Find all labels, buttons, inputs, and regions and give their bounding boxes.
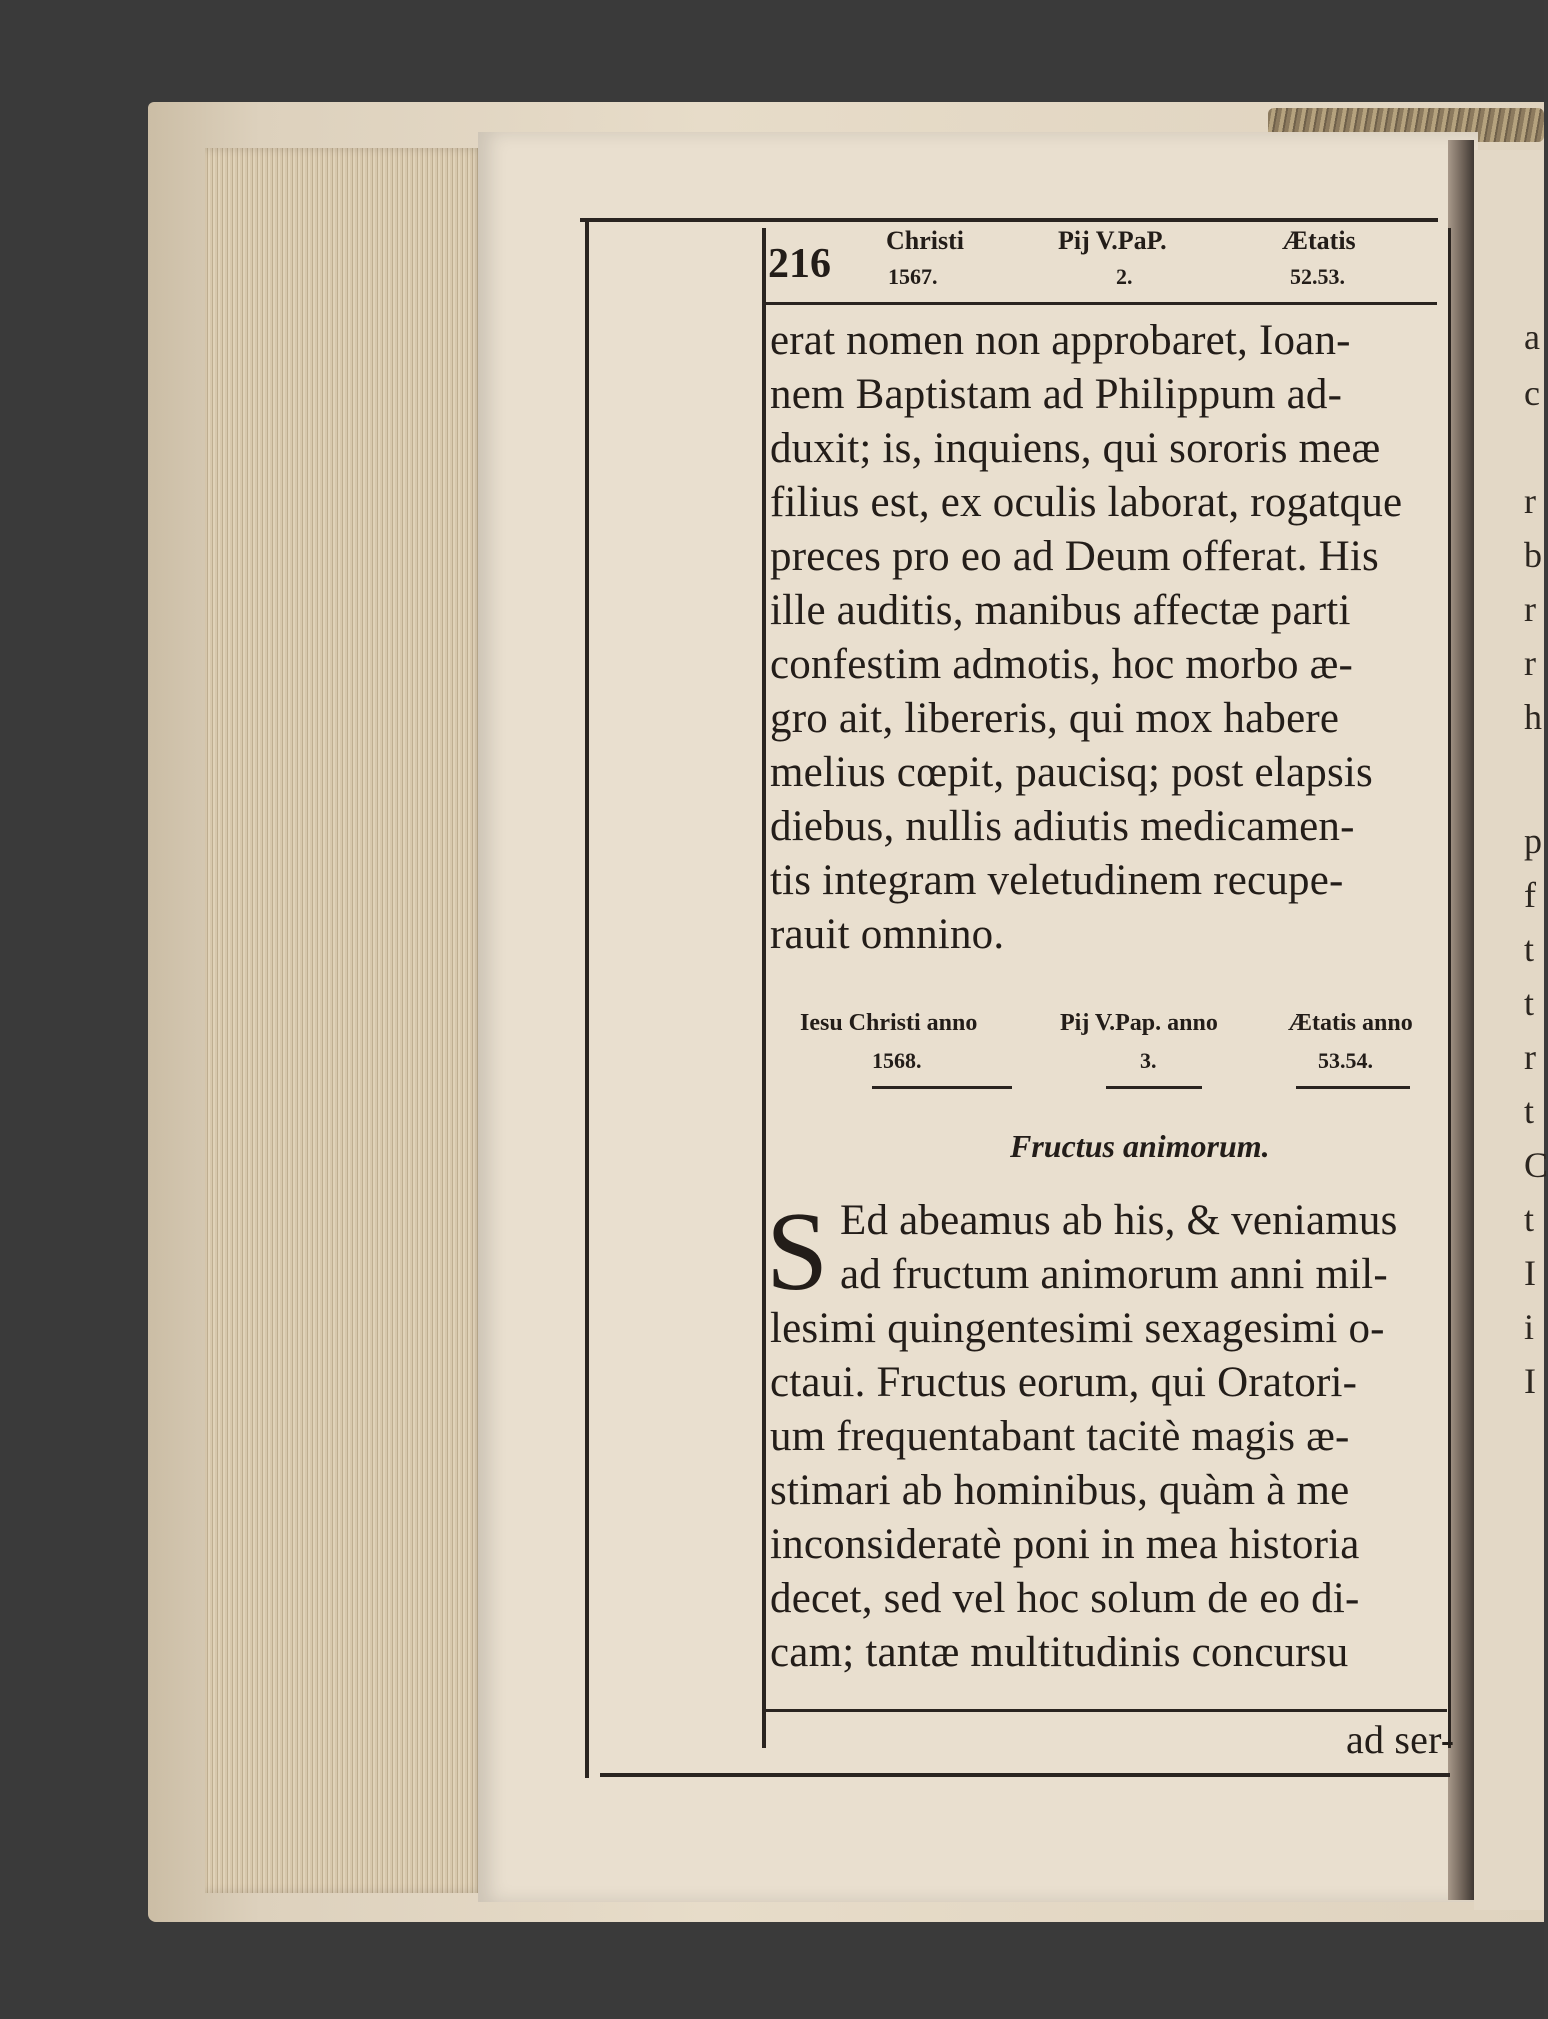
header-christi-label: Christi	[886, 226, 964, 255]
section-line-2: ad fructum animorum anni mil-	[840, 1251, 1388, 1298]
subheader-aetatis-value: 53.54.	[1318, 1048, 1373, 1073]
frame-bottom	[600, 1773, 1450, 1777]
body-line-9: melius cœpit, paucisq; post elapsis	[770, 749, 1373, 796]
section-line-3: lesimi quingentesimi sexagesimi o-	[770, 1305, 1385, 1352]
facing-letter: r	[1524, 643, 1536, 683]
header-rule	[765, 302, 1437, 305]
frame-top	[580, 218, 1438, 222]
page-edges	[205, 148, 485, 1893]
section-line-8: decet, sed vel hoc solum de eo di-	[770, 1575, 1360, 1622]
facing-letter: t	[1524, 983, 1535, 1023]
facing-letter: t	[1524, 929, 1535, 969]
facing-letter: r	[1524, 589, 1536, 629]
facing-letter: b	[1524, 535, 1542, 575]
header-pope-value: 2.	[1116, 264, 1133, 289]
section-line-5: um frequentabant tacitè magis æ-	[770, 1413, 1350, 1460]
facing-letter: r	[1524, 481, 1536, 521]
facing-letter: t	[1524, 1199, 1535, 1239]
facing-letter: a	[1524, 317, 1540, 357]
facing-letter: f	[1524, 875, 1536, 915]
page-number: 216	[768, 241, 831, 287]
subheader-rule-3	[1296, 1086, 1410, 1089]
subheader-pope-value: 3.	[1140, 1048, 1157, 1073]
section-line-4: ctaui. Fructus eorum, qui Oratori-	[770, 1359, 1358, 1406]
body-line-2: nem Baptistam ad Philippum ad-	[770, 371, 1343, 418]
body-line-12: rauit omnino.	[770, 911, 1005, 958]
section-line-9: cam; tantæ multitudinis concursu	[770, 1629, 1349, 1676]
body-line-7: confestim admotis, hoc morbo æ-	[770, 641, 1354, 688]
facing-page	[1474, 150, 1544, 1910]
subheader-christi-value: 1568.	[872, 1048, 922, 1073]
body-line-10: diebus, nullis adiutis medicamen-	[770, 803, 1355, 850]
header-aetatis-label: Ætatis	[1282, 226, 1356, 255]
facing-letter: t	[1524, 1091, 1535, 1131]
header-pope-label: Pij V.PaP.	[1058, 226, 1167, 255]
section-line-1: Ed abeamus ab his, & veniamus	[840, 1197, 1398, 1244]
facing-letter: I	[1524, 1361, 1536, 1401]
header-aetatis-value: 52.53.	[1290, 264, 1345, 289]
gutter	[1448, 140, 1474, 1900]
body-line-3: duxit; is, inquiens, qui sororis meæ	[770, 425, 1381, 472]
facing-letter: C	[1524, 1145, 1548, 1185]
catchword: ad ser-	[1346, 1717, 1455, 1762]
facing-letter: p	[1524, 821, 1542, 861]
subheader-pope-label: Pij V.Pap. anno	[1060, 1010, 1218, 1036]
section-line-6: stimari ab hominibus, quàm à me	[770, 1467, 1350, 1514]
facing-letter: h	[1524, 697, 1542, 737]
body-line-4: filius est, ex oculis laborat, rogatque	[770, 479, 1403, 526]
body-line-11: tis integram veletudinem recupe-	[770, 857, 1344, 904]
subheader-aetatis-label: Ætatis anno	[1288, 1010, 1413, 1036]
text-column-left	[762, 228, 766, 1748]
facing-letter: i	[1524, 1307, 1535, 1347]
section-title: Fructus animorum.	[1010, 1128, 1270, 1164]
facing-letter: I	[1524, 1253, 1536, 1293]
body-line-6: ille auditis, manibus affectæ parti	[770, 587, 1351, 634]
subheader-rule-1	[872, 1086, 1012, 1089]
drop-cap: S	[766, 1190, 829, 1314]
header-christi-value: 1567.	[888, 264, 938, 289]
body-line-5: preces pro eo ad Deum offerat. His	[770, 533, 1379, 580]
frame-left	[585, 218, 589, 1778]
footer-rule	[765, 1709, 1447, 1712]
facing-letter: r	[1524, 1037, 1536, 1077]
subheader-christi-label: Iesu Christi anno	[800, 1010, 978, 1036]
text-column-right	[1448, 228, 1451, 1748]
body-line-1: erat nomen non approbaret, Ioan-	[770, 317, 1351, 364]
facing-letter: c	[1524, 373, 1540, 413]
subheader-rule-2	[1106, 1086, 1202, 1089]
body-line-8: gro ait, libereris, qui mox habere	[770, 695, 1340, 742]
section-line-7: inconsideratè poni in mea historia	[770, 1521, 1360, 1568]
